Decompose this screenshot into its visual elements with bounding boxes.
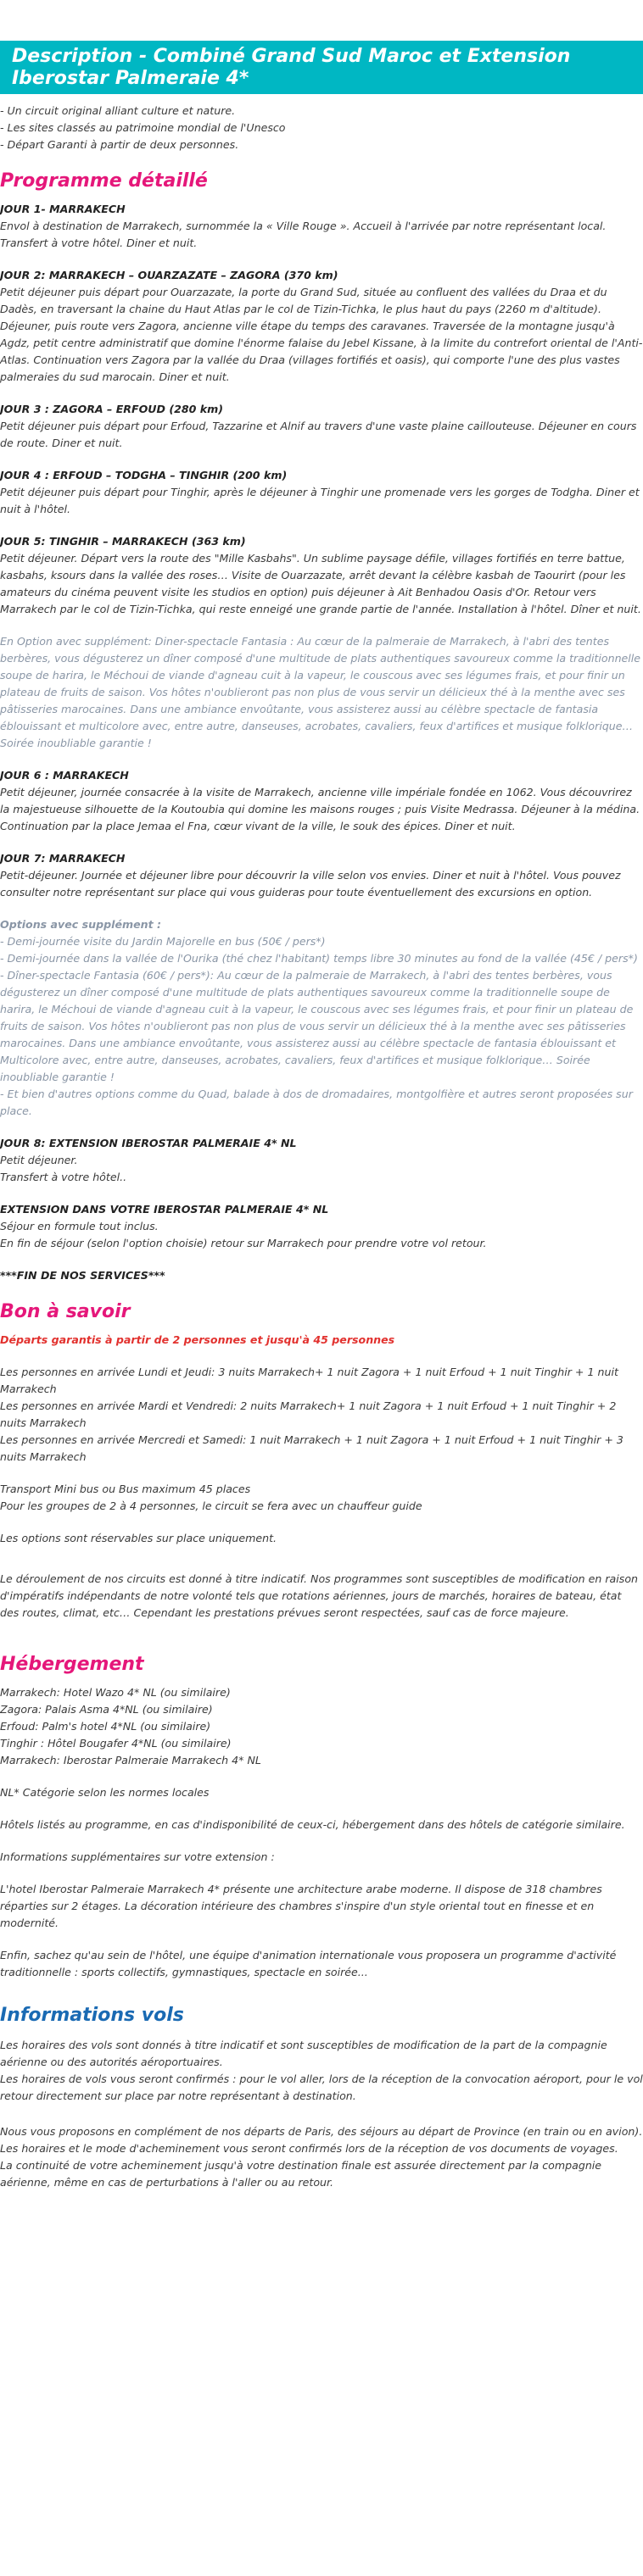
- day-title: JOUR 8: EXTENSION IBEROSTAR PALMERAIE 4* NL: [0, 1137, 297, 1149]
- intro-item: - Les sites classés au patrimoine mondial de l'Unesco: [0, 121, 286, 134]
- hotel-item: Erfoud: Palm's hotel 4*NL (ou similaire): [0, 1720, 211, 1733]
- arrival-item: Les personnes en arrivée Mardi et Vendredi: 2 nuits Marrakech+ 1 nuit Zagora + 1 nuit Erfoud + 1 nuit Tinghir + 2 nuits Marrakech: [0, 1399, 617, 1429]
- options-title: Options avec supplément :: [0, 918, 162, 931]
- animation-info: Enfin, sachez qu'au sein de l'hôtel, une équipe d'animation internationale vous proposera un programme d'activité traditionnelle : sports collectifs, gymnastiques, spectacle en soirée...: [0, 1949, 617, 1978]
- day-7: [0, 850, 643, 901]
- category-note: NL* Catégorie selon les normes locales: [0, 1786, 210, 1799]
- vols-heading: Informations vols: [0, 2005, 184, 2026]
- vols-para-2: [0, 2123, 643, 2191]
- option-item: - Et bien d'autres options comme du Quad, balade à dos de dromadaires, montgolfière et autres seront proposées sur place.: [0, 1088, 633, 1117]
- hotel-item: Zagora: Palais Asma 4*NL (ou similaire): [0, 1703, 213, 1716]
- vols-line: Nous vous proposons en complément de nos départs de Paris, des séjours au départ de Province (en train ou en avion).: [0, 2125, 643, 2138]
- day-5: [0, 533, 643, 618]
- vols-line: Les horaires des vols sont donnés à titre indicatif et sont susceptibles de modification de la part de la compagnie aérienne ou des autorités aéroportuaires.: [0, 2039, 607, 2068]
- day-text: Petit-déjeuner. Journée et déjeuner libre pour découvrir la ville selon vos envies. Diner et nuit à l'hôtel. Vous pouvez consulter notre représentant sur place qui vous guideras pour toute éventuellement des excursions en option.: [0, 869, 621, 899]
- day-text: Petit déjeuner, journée consacrée à la visite de Marrakech, ancienne ville impériale fondée en 1062. Vous découvrirez la majestueuse silhouette de la Koutoubia qui domine les maisons rouges ; puis Visite Medrassa. Déjeuner à la médina. Continuation par la place Jemaa el Fna, cœur vivant de la ville, le souk des épices. Diner et nuit.: [0, 786, 640, 832]
- day-6: [0, 767, 643, 835]
- day-text: Petit déjeuner puis départ pour Ouarzazate, la porte du Grand Sud, située au confluent des vallées du Draa et du Dadès, en traversant la chaine du Haut Atlas par le col de Tizin-Tichka, le plus haut du pays (2260 m d'altitude). Déjeuner, puis route vers Zagora, ancienne ville étape du temps des caravanes. Traversée de la montagne jusqu'à Agdz, petit centre administratif que domine l'énorme falaise du Jebel Kissane, à la limite du contrefort oriental de l'Anti-Atlas. Continuation vers Zagora par la vallée du Draa (villages fortifiés et oasis), qui comporte l'une des plus vastes palmeraies du sud marocain. Diner et nuit.: [0, 286, 643, 383]
- arrivals-list: [0, 1364, 643, 1466]
- option-item: - Demi-journée visite du Jardin Majorelle en bus (50€ / pers*): [0, 935, 326, 948]
- day-title: JOUR 2: MARRAKECH – OUARZAZATE – ZAGORA (370 km): [0, 269, 338, 281]
- option-item: - Dîner-spectacle Fantasia (60€ / pers*): Au cœur de la palmeraie de Marrakech, à l'abri des tentes berbères, vous dégusterez un dîner composé d'une multitude de plats authentiques savoureux comme la traditionnelle soupe de harira, le Méchoui de viande d'agneau cuit à la vapeur, le couscous avec ses légumes frais, et pour finir un plateau de fruits de saison. Vos hôtes n'oublieront pas non plus de vous servir un délicieux thé à la menthe avec ses pâtisseries marocaines. Dans une ambiance envoûtante, vous assisterez aussi au célèbre spectacle de fantasia éblouissant et Multicolore avec, entre autre, danseuses, acrobates, cavaliers, feux d'artifices et musique folklorique… Soirée inoubliable garantie !: [0, 969, 634, 1083]
- end-of-services: ***FIN DE NOS SERVICES***: [0, 1269, 165, 1282]
- listed-note: Hôtels listés au programme, en cas d'indisponibilité de ceux-ci, hébergement dans des hôtels de catégorie similaire.: [0, 1818, 625, 1831]
- hotel-item: Marrakech: Iberostar Palmeraie Marrakech 4* NL: [0, 1754, 261, 1766]
- vols-para-1: [0, 2037, 643, 2105]
- intro-list: [0, 103, 643, 153]
- hotel-item: Marrakech: Hotel Wazo 4* NL (ou similaire): [0, 1686, 231, 1699]
- option-item: - Demi-journée dans la vallée de l'Ourika (thé chez l'habitant) temps libre 30 minutes au fond de la vallée (45€ / pers*): [0, 952, 638, 965]
- transport-line: Transport Mini bus ou Bus maximum 45 places: [0, 1483, 251, 1495]
- arrival-item: Les personnes en arrivée Mercredi et Samedi: 1 nuit Marrakech + 1 nuit Zagora + 1 nuit Erfoud + 1 nuit Tinghir + 3 nuits Marrakech: [0, 1433, 623, 1463]
- extension-line: En fin de séjour (selon l'option choisie) retour sur Marrakech pour prendre votre vol retour.: [0, 1237, 487, 1249]
- day-line: Petit déjeuner.: [0, 1154, 78, 1166]
- day-5-option: [0, 633, 643, 752]
- day-text: Petit déjeuner. Départ vers la route des "Mille Kasbahs". Un sublime paysage défile, villages fortifiés en terre battue, kasbahs, ksours dans la vallée des roses… Visite de Ouarzazate, arrêt devant la célèbre kasbah de Taourirt (pour les amateurs du cinéma peuvent visite les studios en option) puis déjeuner à Ait Benhadou Oasis d'Or. Retour vers Marrakech par le col de Tizin-Tichka, qui reste enneigé une grande partie de l'année. Installation à l'hôtel. Dîner et nuit.: [0, 552, 641, 615]
- day-title: JOUR 7: MARRAKECH: [0, 852, 126, 865]
- day-title: JOUR 5: TINGHIR – MARRAKECH (363 km): [0, 535, 246, 548]
- transport-line: Pour les groupes de 2 à 4 personnes, le circuit se fera avec un chauffeur guide: [0, 1499, 422, 1512]
- guarantee-text: Départs garantis à partir de 2 personnes et jusqu'à 45 personnes: [0, 1333, 395, 1346]
- page: [0, 41, 643, 2191]
- extension-title: EXTENSION DANS VOTRE IBEROSTAR PALMERAIE 4* NL: [0, 1203, 329, 1216]
- vols-line: La continuité de votre acheminement jusqu'à votre destination finale est assurée directement par la compagnie aérienne, même en cas de perturbations à l'aller ou au retour.: [0, 2159, 602, 2189]
- content: [0, 103, 643, 2191]
- vols-line: Les horaires et le mode d'acheminement vous seront confirmés lors de la réception de vos documents de voyages.: [0, 2142, 618, 2155]
- hotel-list: [0, 1684, 643, 1769]
- hebergement-heading: Hébergement: [0, 1654, 144, 1675]
- extension: [0, 1201, 643, 1252]
- day-1: [0, 201, 643, 252]
- day-title: JOUR 1- MARRAKECH: [0, 203, 126, 215]
- transport-info: [0, 1481, 643, 1515]
- extension-line: Séjour en formule tout inclus.: [0, 1220, 159, 1232]
- options-note: Les options sont réservables sur place uniquement.: [0, 1532, 277, 1544]
- day-8: [0, 1135, 643, 1186]
- day-title: JOUR 3 : ZAGORA – ERFOUD (280 km): [0, 403, 224, 415]
- page-title: Description - Combiné Grand Sud Maroc et Extension Iberostar Palmeraie 4*: [12, 46, 571, 89]
- arrival-item: Les personnes en arrivée Lundi et Jeudi: 3 nuits Marrakech+ 1 nuit Zagora + 1 nuit Erfoud + 1 nuit Tinghir + 1 nuit Marrakech: [0, 1366, 618, 1395]
- disclaimer: Le déroulement de nos circuits est donné à titre indicatif. Nos programmes sont susceptibles de modification en raison d'impératifs indépendants de notre volonté tels que rotations aériennes, jours de marchés, horaires de bateau, état des routes, climat, etc… Cependant les prestations prévues seront respectées, sauf cas de force majeure.: [0, 1572, 639, 1619]
- day-4: [0, 467, 643, 518]
- hotel-item: Tinghir : Hôtel Bougafer 4*NL (ou similaire): [0, 1737, 232, 1750]
- day-text: Envol à destination de Marrakech, surnommée la « Ville Rouge ». Accueil à l'arrivée par notre représentant local. Transfert à votre hôtel. Diner et nuit.: [0, 220, 607, 249]
- day-text: Petit déjeuner puis départ pour Erfoud, Tazzarine et Alnif au travers d'une vaste plaine caillouteuse. Déjeuner en cours de route. Diner et nuit.: [0, 420, 637, 449]
- title-banner: [0, 41, 643, 94]
- day-2: [0, 267, 643, 386]
- option-text: En Option avec supplément: Diner-spectacle Fantasia : Au cœur de la palmeraie de Marrakech, à l'abri des tentes berbères, vous dégusterez un dîner composé d'une multitude de plats authentiques savoureux comme la traditionnelle soupe de harira, le Méchoui de viande d'agneau cuit à la vapeur, le couscous avec ses légumes frais, et pour finir un plateau de fruits de saison. Vos hôtes n'oublieront pas non plus de vous servir un délicieux thé à la menthe avec ses pâtisseries marocaines. Dans une ambiance envoûtante, vous assisterez aussi au célèbre spectacle de fantasia éblouissant et multicolore avec, entre autre, danseuses, acrobates, cavaliers, feux d'artifices et musique folklorique… Soirée inoubliable garantie !: [0, 635, 641, 749]
- intro-item: - Un circuit original alliant culture et nature.: [0, 104, 236, 117]
- hotel-description: L'hotel Iberostar Palmeraie Marrakech 4* présente une architecture arabe moderne. Il dispose de 318 chambres réparties sur 2 étages. La décoration intérieure des chambres s'inspire d'un style oriental tout en finesse et en modernité.: [0, 1883, 602, 1929]
- day-title: JOUR 4 : ERFOUD – TODGHA – TINGHIR (200 km): [0, 469, 288, 481]
- day-text: Petit déjeuner puis départ pour Tinghir, après le déjeuner à Tinghir une promenade vers les gorges de Todgha. Diner et nuit à l'hôtel.: [0, 486, 640, 515]
- day-3: [0, 401, 643, 452]
- day-title: JOUR 6 : MARRAKECH: [0, 769, 129, 782]
- program-heading: Programme détaillé: [0, 170, 208, 192]
- options-list: [0, 916, 643, 1120]
- bon-a-savoir-heading: Bon à savoir: [0, 1301, 131, 1322]
- vols-line: Les horaires de vols vous seront confirmés : pour le vol aller, lors de la réception de la convocation aéroport, pour le vol retour directement sur place par notre représentant à destination.: [0, 2072, 643, 2102]
- intro-item: - Départ Garanti à partir de deux personnes.: [0, 138, 239, 151]
- day-line: Transfert à votre hôtel..: [0, 1171, 127, 1183]
- extension-info-title: Informations supplémentaires sur votre extension :: [0, 1850, 275, 1863]
